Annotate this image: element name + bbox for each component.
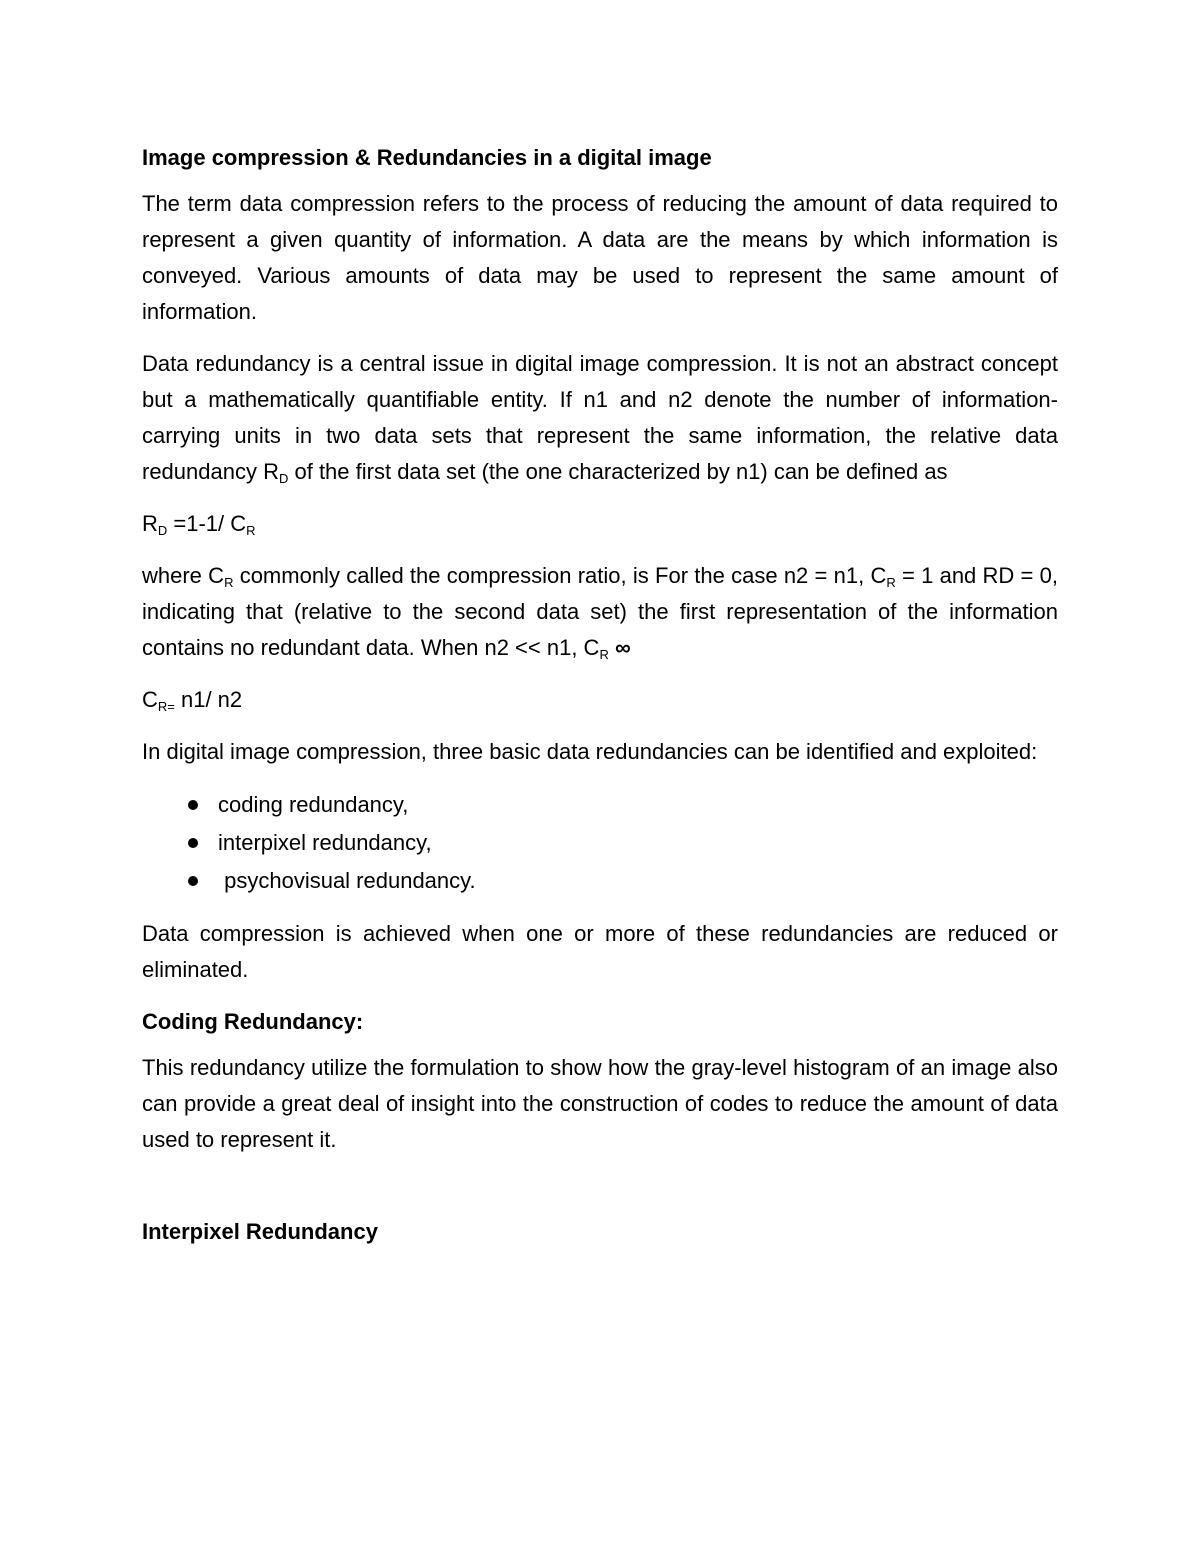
- subscript-d: D: [278, 471, 289, 486]
- list-item-label: coding redundancy,: [218, 792, 409, 817]
- para3-t3: = 1 and RD = 0, indicating that (relative to the second data set) the first representation of the information contains no redundant data. When n2 << n1, C: [142, 563, 1058, 660]
- redundancy-types-paragraph: In digital image compression, three basic data redundancies can be identified and exploited:: [142, 739, 1038, 764]
- coding-redundancy-paragraph: This redundancy utilize the formulation to show how the gray-level histogram of an image also can provide a great deal of insight into the construction of codes to reduce the amount of data used to represent it.: [142, 1055, 1058, 1152]
- para3-s1: R: [224, 575, 234, 590]
- coding-redundancy-heading: Coding Redundancy:: [142, 1009, 364, 1034]
- interpixel-redundancy-heading: Interpixel Redundancy: [142, 1219, 378, 1244]
- intro-paragraph: The term data compression refers to the process of reducing the amount of data required to represent a given quantity of information. A data are the means by which information is conveyed. Various amounts of data may be used to represent the same amount of information.: [142, 191, 1058, 324]
- spacer: [142, 1174, 1058, 1214]
- redundancy-paragraph: [142, 346, 1058, 490]
- eq1-c-sub: R: [246, 523, 256, 538]
- compression-ratio-paragraph: [142, 558, 1058, 666]
- list-item: [142, 786, 1058, 824]
- eq1-r-sub: D: [157, 523, 168, 538]
- bullet-icon: [188, 876, 198, 886]
- list-item: [142, 862, 1058, 900]
- bullet-icon: [188, 838, 198, 848]
- redundancy-paragraph-tail: of the first data set (the one characterized by n1) can be defined as: [288, 459, 948, 484]
- eq2-c: C: [142, 687, 158, 712]
- list-item: [142, 824, 1058, 862]
- para3-t2: commonly called the compression ratio, is For the case n2 = n1, C: [233, 563, 887, 588]
- redundancy-list: [142, 786, 1058, 900]
- equation-relative-redundancy: [142, 506, 1058, 542]
- para3-t4: ∞: [608, 635, 631, 660]
- eq1-r: R: [142, 511, 158, 536]
- para3-s3: R: [599, 647, 609, 662]
- list-item-label: psychovisual redundancy.: [218, 868, 476, 893]
- eq1-rhs: =1-1/ C: [167, 511, 247, 536]
- para3-s2: R: [886, 575, 896, 590]
- achievement-paragraph: Data compression is achieved when one or more of these redundancies are reduced or eliminated.: [142, 921, 1058, 982]
- para3-t1: where C: [142, 563, 225, 588]
- bullet-icon: [188, 800, 198, 810]
- eq2-rhs: n1/ n2: [174, 687, 243, 712]
- equation-compression-ratio: [142, 682, 1058, 718]
- redundancy-paragraph-text: Data redundancy is a central issue in digital image compression. It is not an abstract concept but a mathematically quantifiable entity. If n1 and n2 denote the number of information-carrying units in two data sets that represent the same information, the relative data redundancy R: [142, 351, 1058, 484]
- eq2-c-sub: R=: [157, 699, 175, 714]
- document-page: [142, 140, 1058, 1260]
- page-title: Image compression & Redundancies in a digital image: [142, 145, 712, 170]
- list-item-label: interpixel redundancy,: [218, 830, 432, 855]
